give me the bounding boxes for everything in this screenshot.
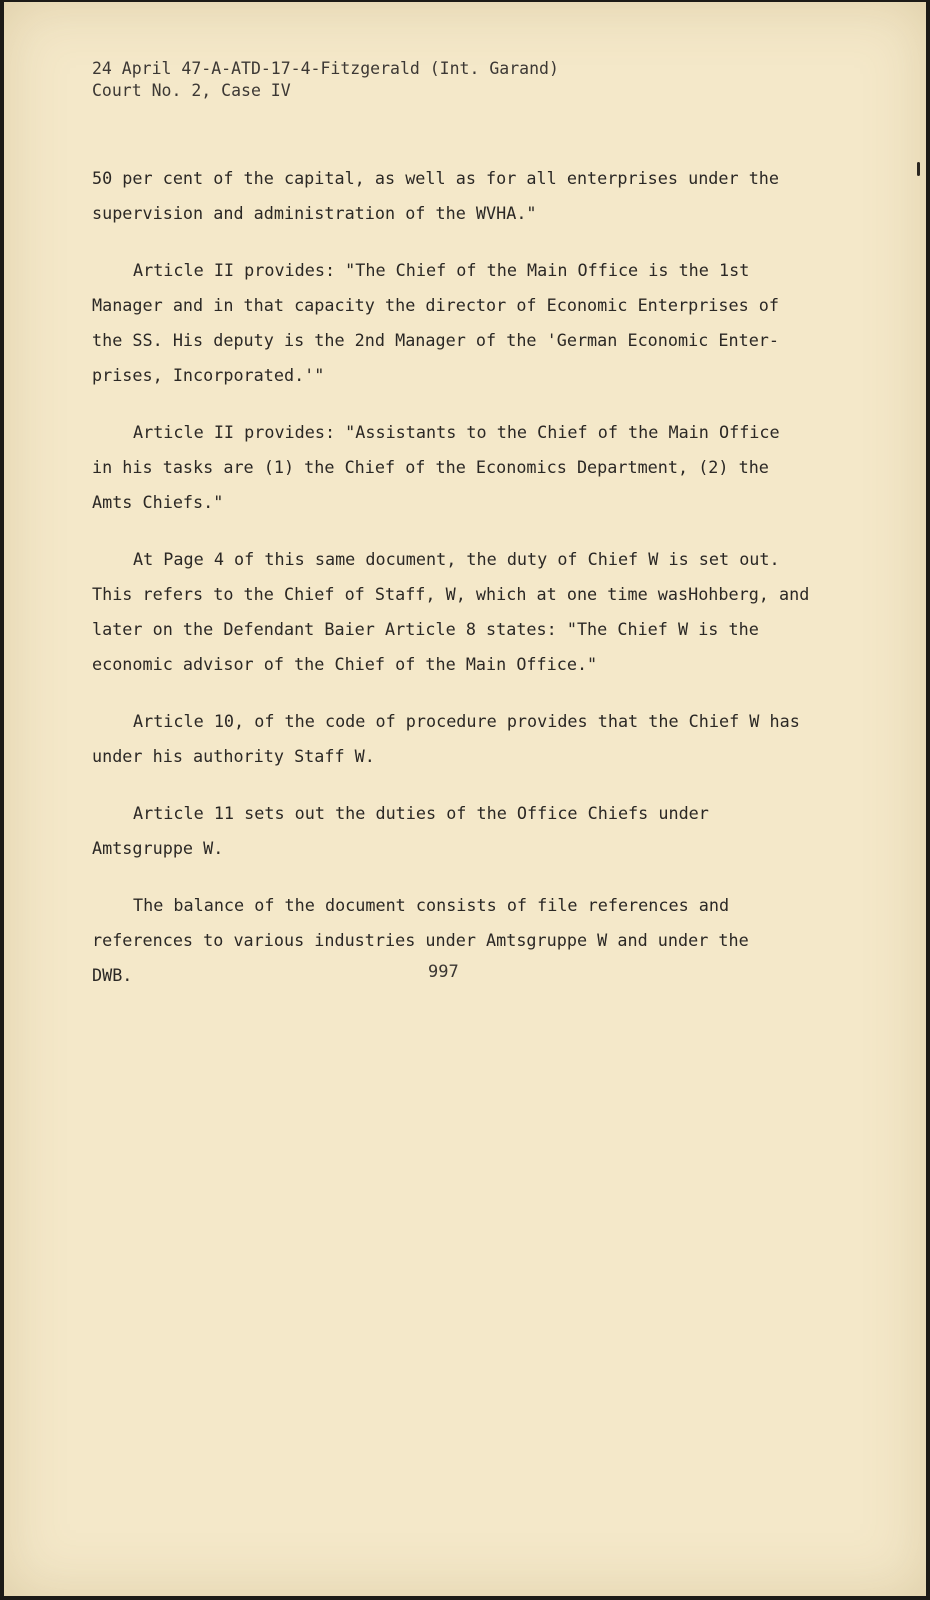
text-line: Article II provides: "Assistants to the Chief of the Main Office — [133, 422, 780, 442]
text-line: Amts Chiefs." — [92, 492, 224, 512]
edge-mark — [917, 162, 920, 176]
page-number: 997 — [428, 962, 459, 982]
text-line: Article II provides: "The Chief of the Main Office is the 1st — [133, 260, 750, 280]
text-line: Article 11 sets out the duties of the Office Chiefs under — [133, 803, 709, 823]
text-line: prises, Incorporated.'" — [92, 365, 325, 385]
text-line: Manager and in that capacity the director of Economic Enterprises of — [92, 295, 780, 315]
text-line: supervision and administration of the WVHA." — [92, 203, 537, 223]
text-line: Article 10, of the code of procedure provides that the Chief W has — [133, 711, 800, 731]
text-line: economic advisor of the Chief of the Main Office." — [92, 654, 598, 674]
text-line: This refers to the Chief of Staff, W, which at one time wasHohberg, and — [92, 584, 810, 604]
text-line: references to various industries under Amtsgruppe W and under the — [92, 930, 749, 950]
text-line: in his tasks are (1) the Chief of the Economics Department, (2) the — [92, 457, 769, 477]
text-line: the SS. His deputy is the 2nd Manager of the 'German Economic Enter- — [92, 330, 780, 350]
text-line: under his authority Staff W. — [92, 746, 375, 766]
document-header — [92, 58, 559, 102]
document-body — [92, 161, 832, 993]
text-line: 50 per cent of the capital, as well as for all enterprises under the — [92, 168, 780, 188]
text-line: later on the Defendant Baier Article 8 states: "The Chief W is the — [92, 619, 759, 639]
text-line: DWB. — [92, 965, 133, 985]
text-line: At Page 4 of this same document, the duty of Chief W is set out. — [133, 549, 780, 569]
document-page — [4, 2, 926, 1596]
header-line: Court No. 2, Case IV — [92, 81, 291, 100]
header-line: 24 April 47-A-ATD-17-4-Fitzgerald (Int. Garand) — [92, 59, 559, 78]
text-line: Amtsgruppe W. — [92, 838, 224, 858]
text-line: The balance of the document consists of file references and — [133, 895, 730, 915]
